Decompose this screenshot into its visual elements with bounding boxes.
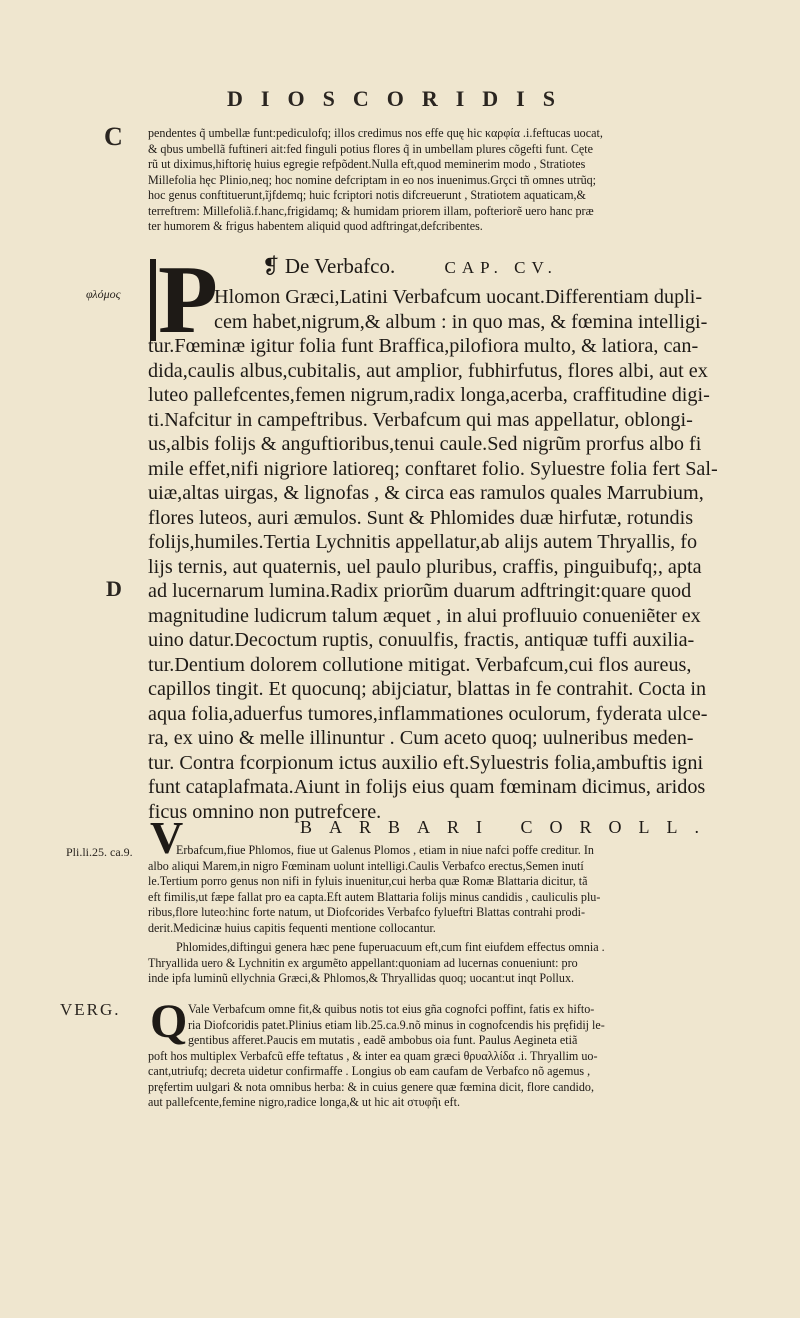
text-line: pręfertim uulgari & nota omnibus herba: & in cuius genere quæ fœmina dicit, flore candido, (148, 1079, 595, 1094)
text-line: flores luteos, auri æmulos. Sunt & Phlomides duæ hirfutæ, rotundis (148, 506, 694, 529)
text-line: us,albis folijs & anguftioribus,tenui caule.Sed nigrũm prorfus albo fi (148, 433, 702, 455)
text-line: le.Tertium porro genus non nifi in fyluis inuenitur,cui herba quæ Romæ Blattaria dicitur, tã (148, 874, 588, 888)
corollary-heading: BARBARI COROLL. (300, 817, 717, 837)
margin-letter-c: C (104, 122, 123, 151)
text-line: ti.Nafcitur in campeftribus. Verbafcum qui mas appellatur, oblongi- (148, 408, 693, 431)
text-line: ter humorem & frigus habentem aliquid quod adftringat,defcribentes. (148, 219, 483, 233)
text-line: tur.Dentium dolorem collutione mitigat. Verbafcum,cui flos aureus, (148, 653, 692, 676)
margin-note-phlomos: φλόμος (86, 287, 121, 301)
text-line: eft fimilis,ut fæpe fallat pro ea capta.Eft autem Blattaria folijs minus candidis , cauliculis plu- (148, 889, 601, 904)
text-line: uino datur.Decoctum ruptis, conuulfis, fractis, antiquæ tuffi auxilia- (148, 629, 695, 651)
text-line: derit.Medicinæ huius capitis fequenti mentione collocantur. (148, 920, 436, 935)
text-line: uiæ,altas uirgas, & lignofas , & circa eas ramulos quales Marrubium, (148, 482, 704, 504)
text-line: luteo pallefcentes,femen nigrum,radix longa,acerba, craffitudine digi- (148, 384, 710, 406)
chapter-number: CAP. CV. (444, 258, 558, 277)
text-line: dida,caulis albus,cubitalis, aut amplior, fubhirfutus, flores albi, aut ex (148, 359, 708, 382)
text-line: ficus omnino non putrefcere. (148, 800, 382, 823)
text-line: ria Diofcoridis patet.Plinius etiam lib.25.ca.9.nõ minus in cognofcendis his pręfidij le- (188, 1017, 605, 1032)
text-line: ribus,flore luteo:hinc forte natum, ut Diofcorides Verbafco fylueftri Blattas contrahi prodi- (148, 905, 586, 919)
text-line: pendentes q̃ umbellæ funt:pediculofq; illos credimus nos effe quę hic καρφία .i.feftucas uocat, (148, 126, 603, 140)
text-line: gentibus afferet.Paucis em mutatis , eadẽ ambobus oia funt. Paulus Aegineta etiã (188, 1033, 578, 1047)
text-line: Phlomides,diftingui genera hæc pene fuperuacuum eft,cum fint eiufdem effectus omnia . (176, 940, 605, 954)
text-line: ad lucernarum lumina.Radix priorũm duarum adftringit:quare quod (148, 580, 692, 602)
text-line: & qbus umbellã fuftineri ait:fed finguli potius flores q̃ in umbellam plures cõgefti funt. Cęte (148, 141, 594, 156)
text-line: aqua folia,aduerfus tumores,inflammationes oculorum, fyderata ulce- (148, 702, 708, 725)
text-line: funt cataplafmata.Aiunt in folijs eius quam fœminam dicimus, aridos (148, 776, 706, 798)
paragraph-phlomides (148, 940, 788, 987)
text-line: cant,utriufq; decreta uidetur confirmaffe . Longius ob eam caufam de Verbafco nõ agemus , (148, 1064, 591, 1078)
paragraph-corollary-q (148, 995, 788, 1111)
text-line: tur. Contra fcorpionum ictus auxilio eft.Syluestris folia,ambuftis igni (148, 751, 704, 774)
text-line: cem habet,nigrum,& album : in quo mas, & fœmina intelligi- (214, 310, 708, 333)
text-line: lijs ternis, aut quaternis, uel paulo pluribus, craffis, pinguibufq;, apta (148, 555, 702, 578)
margin-note-verg: VERG. (60, 1000, 121, 1019)
paragraph-corollary-v (148, 843, 788, 936)
text-line: rũ ut diximus,hiftorię huius egregie refpõdent.Nulla eft,quod meminerim modo , Stratiotes (148, 157, 586, 171)
running-head: DIOSCORIDIS (227, 86, 573, 111)
text-line: folijs,humiles.Tertia Lychnitis appellatur,ab alijs autem Thryallis, fo (148, 531, 698, 553)
paragraph-verbascum (148, 285, 788, 824)
text-line: hoc genus conftituerunt,ĩjfdemq; huic fcriptori notis difcreuerunt , Stratiotem aquaticam,& (148, 188, 586, 202)
text-line: ra, ex uino & melle illinuntur . Cum aceto quoq; uulneribus meden- (148, 727, 694, 749)
drop-cap-v: V (150, 812, 184, 863)
text-line: magnitudine ludicrum talum æquet , in alui profluuio conueniẽter ex (148, 604, 701, 627)
text-line: Hlomon Græci,Latini Verbafcum uocant.Differentiam dupli- (214, 286, 703, 308)
text-line: Erbafcum,fiue Phlomos, fiue ut Galenus Plomos , etiam in niue nafci poffe creditur. In (176, 843, 594, 857)
paragraph-umbella (148, 126, 788, 235)
text-line: capillos tingit. Et quocunq; abijciatur, blattas in fe contrahit. Cocta in (148, 678, 707, 700)
chapter-title: ❡ De Verbafco. (262, 254, 396, 278)
margin-letter-d: D (106, 576, 122, 601)
text-line: Thryallida uero & Lychnitin ex argumẽto appellant:quoniam ad lucernas conueniunt: pro (148, 955, 578, 970)
chapter-heading (262, 254, 558, 279)
text-line: terreftrem: Millefoliã.f.hanc,frigidamq; & humidam priorem illam, pofteriorẽ uero hanc præ (148, 203, 594, 218)
text-line: mile effet,nifi nigriore latioreq; conftaret folio. Syluestre folia fert Sal- (148, 457, 718, 480)
text-line: poft hos multiplex Verbafcũ effe teftatus , & inter ea quam græci θρυαλλίδα .i. Thryallim uo- (148, 1048, 598, 1063)
text-line: albo aliqui Marem,in nigro Fœminam uolunt intelligi.Caulis Verbafco erectus,Semen inutí (148, 858, 584, 873)
margin-note-pliny-ref: Pli.li.25. ca.9. (66, 845, 133, 859)
drop-cap-p: P (150, 259, 208, 341)
text-line: Vale Verbafcum omne fit,& quibus notis tot eius gña cognofci poffint, fatis ex hifto- (188, 1002, 595, 1016)
drop-cap-q: Q (150, 995, 188, 1048)
text-line: inde ipfa luminũ ellychnia Græci,& Phlomos,& Thryallidas quoq; uocant:ut inqt Pollux. (148, 971, 575, 985)
text-line: tur.Fœminæ igitur folia funt Braffica,pilofiora multo, & latiora, can- (148, 335, 699, 357)
text-line: aut pallefcente,femine nigro,radice longa,& ut hic ait στυφῆι eft. (148, 1095, 460, 1109)
text-line: Millefolia hęc Plinio,neq; hoc nomine defcriptam in eo nos inuenimus.Grçci tñ omnes utrũq; (148, 172, 597, 187)
